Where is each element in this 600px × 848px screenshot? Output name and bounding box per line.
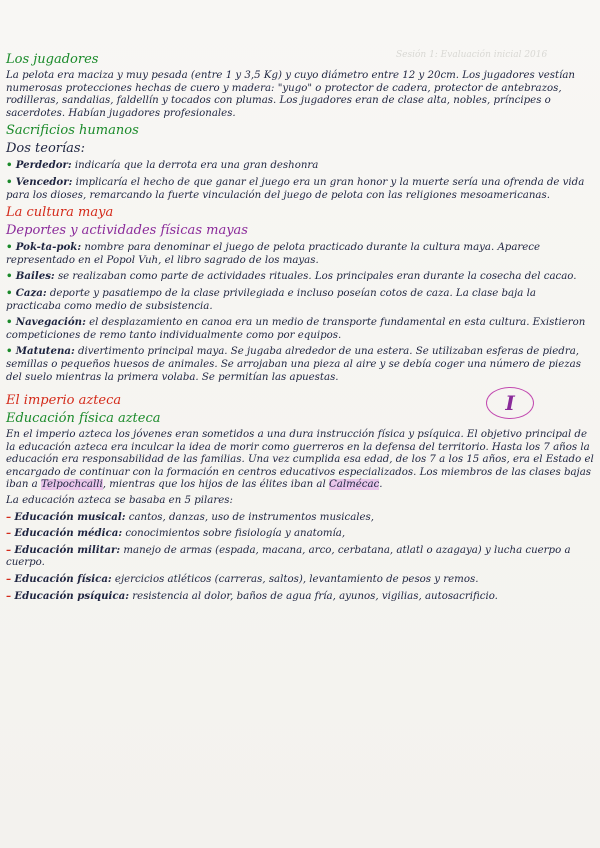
- heading-sacrificios: Sacrificios humanos: [6, 123, 139, 139]
- subheading-deportes-mayas: Deportes y actividades físicas mayas: [6, 223, 248, 239]
- item-text: cantos, danzas, uso de instrumentos musicales,: [125, 511, 375, 523]
- list-item: [6, 527, 594, 541]
- paragraph-text: .: [379, 479, 383, 491]
- heading-maya: La cultura maya: [6, 205, 114, 221]
- item-term: Educación musical:: [14, 510, 126, 523]
- list-item: [6, 544, 594, 570]
- paragraph-text: En el imperio azteca los jóvenes eran sometidos a una dura instrucción física y psíquica. El objetivo principal de la educación azteca era inculcar la idea de morir como guerreros en la defensa del territorio. Hasta los 7 años la educación era responsabilidad de las familias. Una vez cumplida esa edad, de los 7 a los 15 años, era el Estado el encargado de continuar con la formación en centros educativos especializados. Los miembros de las clases bajas iban a: [6, 429, 594, 491]
- item-text: se realizaban como parte de actividades rituales. Los principales eran durante la cosecha del cacao.: [54, 271, 577, 283]
- item-term: Navegación:: [15, 316, 86, 329]
- item-text: el desplazamiento en canoa era un medio de transporte fundamental en esta cultura. Existieron competiciones de remo tanto individualmente como por equipos.: [6, 317, 586, 341]
- bullet-icon: •: [6, 270, 13, 283]
- dash-icon: –: [6, 543, 12, 556]
- list-item: [6, 316, 594, 342]
- item-text: deporte y pasatiempo de la clase privilegiada e incluso poseían cotos de caza. La clase baja la practicaba como medio de subsistencia.: [6, 287, 536, 312]
- paragraph-azteca: [6, 429, 594, 492]
- highlight-calmecac: Calmécac: [328, 479, 380, 491]
- item-term: Educación militar:: [14, 543, 121, 556]
- item-term: Pok-ta-pok:: [15, 241, 82, 254]
- item-text: divertimento principal maya. Se jugaba alrededor de una estera. Se utilizaban esferas de piedra, semillas o pequeños huesos de animales. Se arrojaban una pieza al aire y se debía coger una número de piezas del suelo mientras la primera volaba. Se permitían las apuestas.: [6, 346, 581, 383]
- dash-icon: –: [6, 589, 12, 602]
- roman-numeral-badge: I: [486, 387, 534, 419]
- item-term: Vencedor:: [15, 175, 73, 188]
- item-term: Caza:: [15, 286, 47, 299]
- dash-icon: –: [6, 510, 12, 523]
- list-item: [6, 287, 594, 313]
- bullet-icon: •: [6, 316, 13, 329]
- item-term: Educación médica:: [14, 527, 123, 540]
- heading-jugadores: Los jugadores: [6, 52, 99, 67]
- list-item: [6, 573, 594, 587]
- item-text: manejo de armas (espada, macana, arco, cerbatana, atlatl o azagaya) y lucha cuerpo a cuerpo.: [6, 544, 571, 569]
- bleed-through-text: Sesión 1: Evaluación inicial 2016: [396, 50, 548, 60]
- list-item: [6, 241, 594, 267]
- item-term: Matutena:: [15, 345, 75, 358]
- list-item: [6, 511, 594, 525]
- list-item: [6, 590, 594, 604]
- item-text: nombre para denominar el juego de pelota practicado durante la cultura maya. Aparece representado en el Popol Vuh, el libro sagrado de los mayas.: [6, 242, 541, 266]
- subheading-educacion-azteca: Educación física azteca: [6, 411, 161, 427]
- bullet-icon: •: [6, 286, 13, 299]
- item-term: Educación psíquica:: [14, 589, 129, 602]
- bullet-icon: •: [6, 175, 13, 188]
- item-term: Bailes:: [15, 270, 55, 283]
- list-item: [6, 159, 594, 173]
- paragraph-text: , mientras que los hijos de las élites iban al: [102, 479, 329, 491]
- highlight-telpochcalli: Telpochcalli: [40, 479, 103, 491]
- list-item: [6, 176, 594, 202]
- pillars-intro: La educación azteca se basaba en 5 pilares:: [6, 495, 233, 507]
- notes-content: [6, 50, 594, 606]
- item-term: Educación física:: [14, 573, 112, 586]
- list-item: [6, 270, 594, 284]
- paragraph-jugadores: La pelota era maciza y muy pesada (entre 1 y 3,5 Kg) y cuyo diámetro entre 12 y 20cm. Los jugadores vestían numerosas protecciones hechas de cuero y madera: "yugo" o protector de cadera, protector de antebrazos, rodilleras, sandalias, faldellín y tocados con plumas. Los jugadores eran de clase alta, nobles, príncipes o sacerdotes. Habían jugadores profesionales.: [6, 70, 575, 119]
- heading-azteca: El imperio azteca: [6, 393, 122, 409]
- dash-icon: –: [6, 573, 12, 586]
- list-item: [6, 345, 594, 384]
- bullet-icon: •: [6, 345, 13, 358]
- azteca-header: [6, 393, 594, 427]
- item-term: Perdedor:: [15, 159, 72, 172]
- item-text: implicaría el hecho de que ganar el juego era un gran honor y la muerte sería una ofrenda de vida para los dioses, remarcando la fuerte vinculación del juego de pelota con las religiones mesoamericanas.: [6, 176, 585, 201]
- item-text: resistencia al dolor, baños de agua fría, ayunos, vigilias, autosacrificio.: [128, 590, 498, 602]
- subheading-teorias: Dos teorías:: [6, 141, 85, 157]
- item-text: conocimientos sobre fisiología y anatomía,: [122, 528, 346, 540]
- dash-icon: –: [6, 527, 12, 540]
- bullet-icon: •: [6, 159, 13, 172]
- item-text: ejercicios atléticos (carreras, saltos), levantamiento de pesos y remos.: [111, 574, 479, 586]
- bullet-icon: •: [6, 241, 13, 254]
- item-text: indicaría que la derrota era una gran deshonra: [71, 160, 319, 172]
